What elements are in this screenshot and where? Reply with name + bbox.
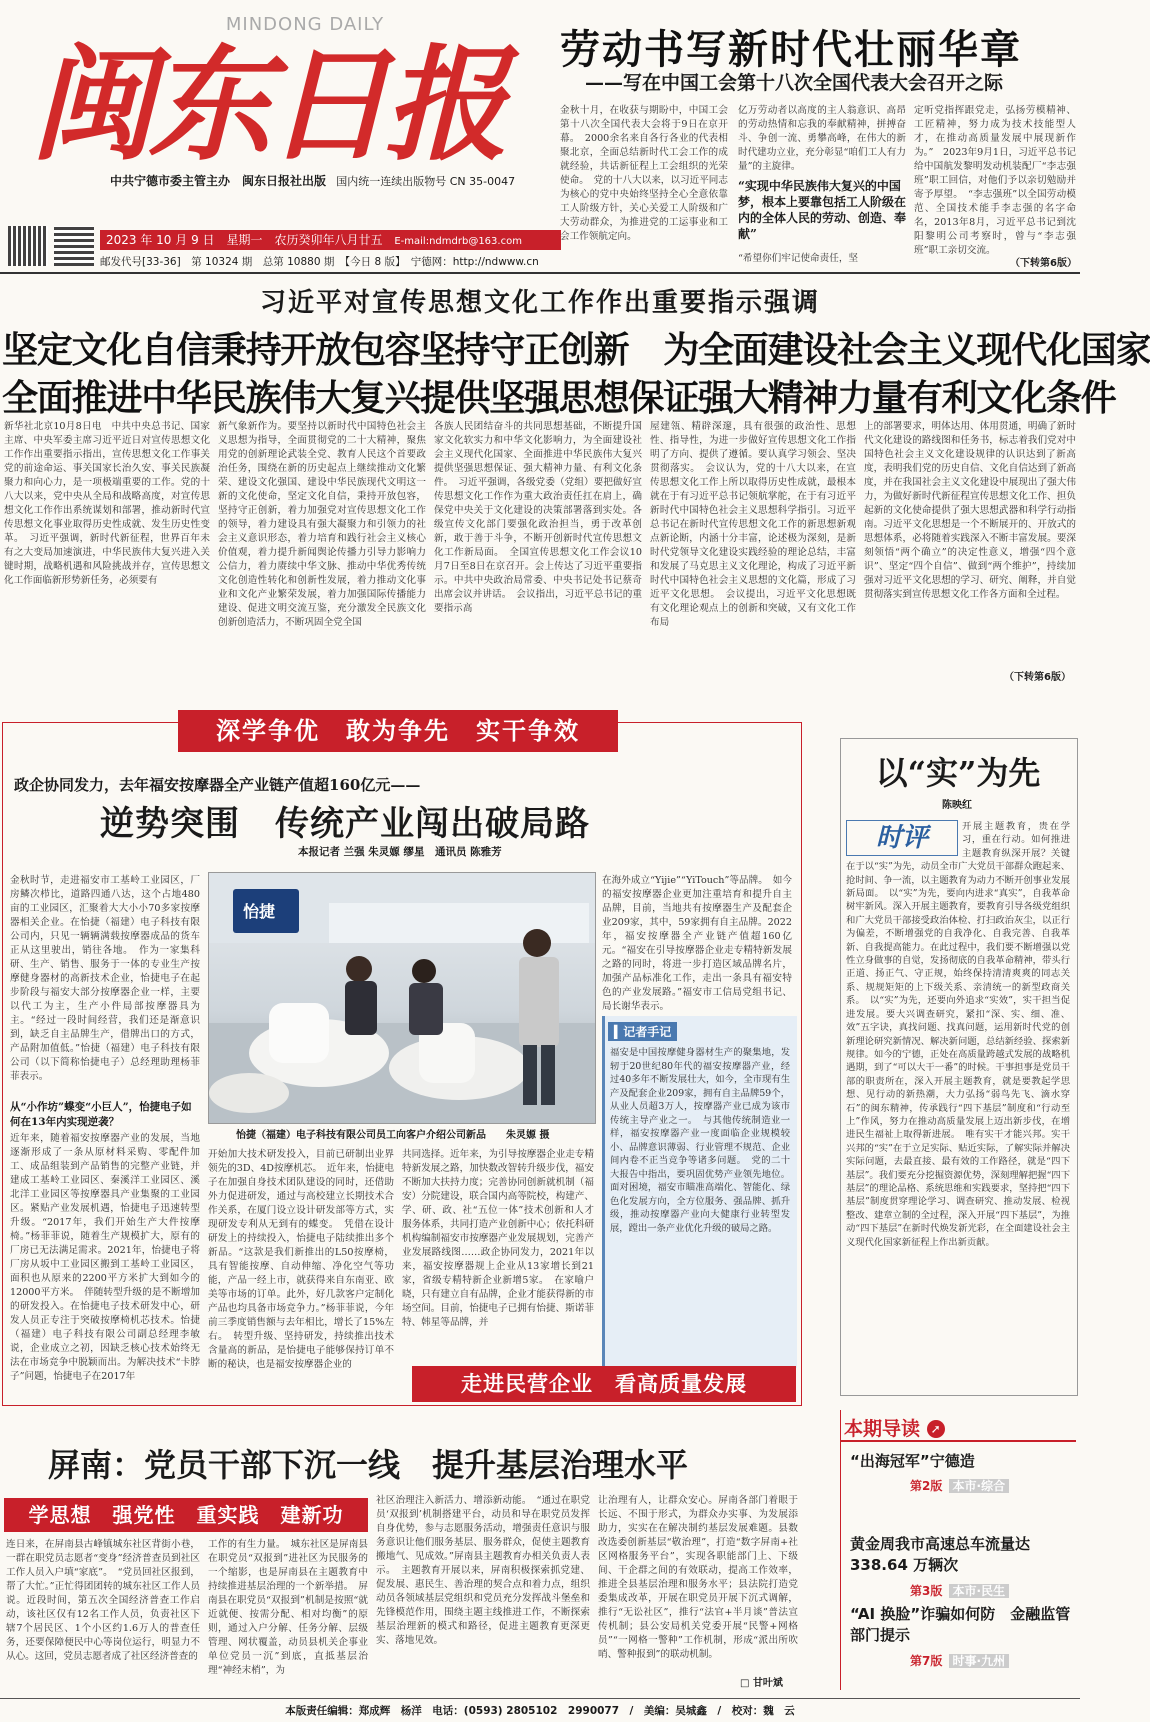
note-icon: ▍ (614, 1025, 624, 1039)
guide-item-page: 第2版 本市·综合 (850, 1477, 1074, 1494)
lead-headline-2: 全面推进中华民族伟大复兴提供坚强思想保证强大精神力量有利文化条件 (2, 377, 1116, 419)
top-story-col3: 定听党指挥跟党走，弘扬劳模精神、工匠精神，努力成为技术技能型人才，在推动高质量发展中展现新作为。” 2023年9月1日，习近平总书记给中国航发黎明发动机装配厂“李志强班”职工回信，对他们予以亲切勉励并寄予厚望。 “李志强班”以全国劳动模范、全国技术能手李志强的名字命名，2013年8月，习近平总书记到沈阳黎明公司考察时，曾与“李志强班”职工亲切交流。 (914, 105, 1076, 256)
pingnan-author: □ 甘叶斌 (740, 1678, 783, 1689)
feature-headline: 逆势突围 传统产业闯出破局路 (100, 804, 590, 844)
feature-col4: 在海外成立“Yijie”“YiTouch”等品牌。 如今的福安按摩器企业更加注重培育和提升自主品牌，目前，当地共有按摩器生产及配套企业209家，其中，59家拥有自主品牌。2022年，福安按摩器全产业链产值超160亿元。“福安在引导按摩器企业走专精特新发展之路的同时，将进一步打造区域品牌名片，加强产品标准化工作，走出一条具有福安特色的产业发展路。”福安市工信局党组书记、局长谢华表示。 (602, 875, 792, 1012)
sponsor-text: 中共宁德市委主管主办 闽东日报社出版 (110, 174, 327, 188)
guide-title: 本期导读 ➚ (844, 1414, 945, 1441)
commentary-title: 以“实”为先 (875, 754, 1041, 792)
guide-item-page: 第3版 本市·民生 (850, 1582, 1074, 1599)
cn-number: 国内统一连续出版物号 CN 35-0047 (336, 175, 516, 188)
feature-bottom-banner: 走进民营企业 看高质量发展 (412, 1366, 796, 1402)
english-name: MINDONG DAILY (225, 14, 385, 35)
top-story-col1: 金秋十月，在收获与期盼中，中国工会第十八次全国代表大会将于9日在京开幕。 2000余名来自各行各业的代表相聚北京，全面总结新时代工会工作的成就经验，共话新征程上工会组织的光荣使命。 党的十八大以来，以习近平同志为核心的党中央始终坚持全心全意依靠工人阶级方针，关心关爱工人阶级和广大劳动群众，为推进党的工运事业和工会工作领航定向。 (560, 105, 728, 242)
feature-col3: 共同选择。近年来，为引导按摩器企业走专精特新发展之路，加快数改智转升级步伐，福安不断加大扶持力度；完善协同创新就机制（福安）分院建设，联合国内高等院校，构建产、学、研、政、社“五位一体”技术创新和人才服务体系，共同打造产业创新中心；依托科研机构编制福安市按摩器产业发展规划，完善产业发展路线图……政企协同发力，2021年以来，福安按摩器规上企业从13家增长到21家，省级专精特新企业新增5家。 在家喻户晓，只有建立自有品牌，企业才能获得新的市场空间。目前，怡捷电子已拥有怡捷、斯诺菲特、韩星等品牌，并 (402, 1149, 594, 1328)
guide-item-title: “AI 换脸”诈骗如何防 金融监管部门提示 (850, 1605, 1071, 1644)
lead-col-2: 新气象新作为。要坚持以新时代中国特色社会主义思想为指导，全面贯彻党的二十大精神，聚焦用党的创新理论武装全党、教育人民这个首要政治任务，围绕在新的历史起点上继续推动文化繁荣、建设文化强国、建设中华民族现代文明这一新的文化使命，坚定文化自信，秉持开放包容，坚持守正创新，着力加强党对宣传思想文化工作的领导，着力建设具有强大凝聚力和引领力的社会主义意识形态，着力培育和践行社会主义核心价值观，着力提升新闻舆论传播力引导力影响力公信力，着力赓续中华文脉、推动中华优秀传统文化创造性转化和创新性发展，着力推动文化事业和文化产业繁荣发展，着力加强国际传播能力建设、促进文明交流互鉴，充分激发全民族文化创新创造活力，不断巩固全党全国 (218, 421, 426, 628)
lead-col-1: 新华社北京10月8日电 中共中央总书记、国家主席、中央军委主席习近平近日对宣传思想文化工作作出重要指示指出，宣传思想文化工作事关党的前途命运、事关国家长治久安、事关民族凝聚力和向心力，是一项极端重要的工作。党的十八大以来，党中央从全局和战略高度，对宣传思想文化工作作出系统谋划和部署，推动新时代宣传思想文化事业取得历史性成就、发生历史性变革。 习近平强调，新时代新征程，世界百年未有之大变局加速演进，中华民族伟大复兴进入关键时期，战略机遇和风险挑战并存，宣传思想文化工作面临新形势新任务，必须要有 (4, 421, 210, 586)
pingnan-banner: 学思想 强党性 重实践 建新功 (4, 1498, 368, 1532)
top-story-title: 劳动书写新时代壮丽华章 (560, 26, 1022, 73)
issue-date: 2023 年 10 月 9 日 星期一 农历癸卯年八月廿五 (106, 233, 383, 247)
top-story-col2: 亿万劳动者以高度的主人翁意识、高昂的劳动热情和忘我的奉献精神，拼搏奋斗、争创一流、勇攀高峰，在伟大的新时代建功立业，充分彰显“咱们工人有力量”的主旋律。 (738, 105, 906, 172)
email[interactable]: E-mail:ndmdrb@163.com (394, 236, 522, 247)
pingnan-col2: 工作的有生力量。 城东社区是屏南县在职党员“双报到”进社区为民服务的一个缩影，也是屏南县在主题教育中持续推进基层治理的一个新举措。 屏南县在职党员“双报到”机制是按照“就近就便、按需分配、相对均衡”的原则，通过入户分解、任务分解、层级管理、网状覆盖，动员县机关企事业单位党员一沉”到底，直抵基层治理“神经末梢”，为 (208, 1539, 368, 1676)
logo-graphic (30, 28, 510, 178)
guide-item-1[interactable] (850, 1450, 1074, 1494)
photo-sign-text: 怡捷 (243, 902, 276, 921)
showroom-illustration (209, 873, 595, 1123)
qr-code-left (8, 226, 48, 266)
lead-col-5: 上的部署要求，明体达用、体用贯通，明确了新时代文化建设的路线图和任务书，标志着我们党对中国特色社会主义文化建设规律的认识达到了新高度，表明我们党的历史自信、文化自信达到了新高度，并在我国社会主义文化建设中展现出了强大伟力，为做好新时代新征程宣传思想文化工作、担负起新的文化使命提供了强大思想武器和科学行动指南。习近平文化思想是一个不断展开的、开放式的思想体系，必将随着实践深入不断丰富发展。要深刻领悟“两个确立”的决定性意义，增强“四个意识”、坚定“四个自信”、做到“两个维护”，持续加强对习近平文化思想的学习、研究、阐释，并自觉贯彻落实到宣传思想文化工作各方面和全过程。 (864, 421, 1076, 600)
qr-code-right (54, 226, 94, 266)
guide-item-3[interactable] (850, 1604, 1074, 1669)
pingnan-col4: 让治理有人，让群众安心。屏南各部门着眼于长远、不围于形式，为群众办实事、为发展添助力，实实在在解决制约基层发展难题。县数改选委创新基层“敬治理”，打造“数字屏南+社区网格服务平台”，实现各职能部门上、下级间、干企群之间的有效联动，提高工作效率，推进全县基层治理和服务水平；县法院打造党委集成改革，开展在职党员开展下沉式调解，推行“无讼社区”，推行“法官+半月谈”普法宣传机制；县公安局机关党委开展“民警+网格员”“一网格一警种”工作机制，形成“派出所吹哨、警种报到”的联动机制。 (598, 1495, 798, 1660)
feature-banner: 深学争优 敢为争先 实干争效 (178, 710, 618, 752)
pingnan-col3: 社区治理注入新活力、增添新动能。 “通过在职党员‘双报到’机制搭建平台，动员和导在职党员发挥自身优势，参与志愿服务活动，增强责任意识与服务意识让他们服务基层、服务群众，促使主题教育搬地气、见成效。”屏南县主题教育办相关负责人表示。 主题教育开展以来，屏南积极探索抓党建、促发展、惠民生、善治理的契合点和着力点，组织动员各领域基层党组织和党员充分发挥战斗堡垒和先锋模范作用，围绕主题主线推进工作，不断探索基层治理新的模式和路径，促进主题教育更深更实、落地见效。 (376, 1495, 590, 1646)
guide-arrow-icon: ➚ (927, 1420, 945, 1438)
guide-item-page: 第7版 时事·九州 (850, 1652, 1074, 1669)
feature-col1-a: 金秋时节，走进福安市工基岭工业园区，厂房鳞次栉比，道路四通八达，这个占地480亩的工业园区，汇聚着大大小小70多家按摩器相关企业。在怡捷（福建）电子科技有限公司内，只见一辆辆满载按摩器成品的货车正从这里驶出，销往各地。 作为一家集科研、生产、销售、服务于一体的专业生产按摩健身器材的高新技术企业，怡捷电子在起步阶段与福安大部分按摩器企业一样，主要以代工为主，生产小件局部按摩器具为主。“经过一段时间经营，我们还是渐意识到，缺乏自主品牌生产，借牌出口的方式，产品附加值低。”怡捷（福建）电子科技有限公司（以下简称怡捷电子）总经理助理杨菲菲表示。 (10, 875, 200, 1082)
top-story-subtitle: ——写在中国工会第十八次全国代表大会召开之际 (585, 72, 1004, 94)
postal-line: 邮发代号[33-36] 第 10324 期 总第 10880 期 【今日 8 版】 宁德网：http://ndwww.cn (100, 256, 539, 268)
feature-col2: 开始加大技术研发投入，目前已研制出业界领先的3D、4D按摩机芯。 近年来，怡捷电子在加强自身技术团队建设的同时，还借助外力促进研发，通过与高校建立长期技术合作关系，在厦门设立设计研发部等方式，实现研发专利从无到有的蝶变。 凭借在设计研发上的持续投入，怡捷电子陆续推出多个新品。“这款是我们新推出的L50按摩椅，具有智能按摩、自动伸缩、净化空气等功能，产品一经上市，就获得来自东南亚、欧美等市场的订单。此外，好几款客户定制化产品也均具备市场竞争力。”杨菲菲说，今年前三季度销售额与去年相比，增长了15%左右。 转型升级、坚持研发，持续推出技术含量高的新品，是怡捷电子能够保持订单不断的秘诀，也是福安按摩器企业的 (208, 1149, 394, 1370)
reporter-note-label: ▍记者手记 (608, 1022, 677, 1041)
commentary-author: 陈映红 (942, 800, 972, 811)
top-story-col2-end: “希望你们牢记使命责任，坚 (738, 253, 859, 264)
lead-kicker: 习近平对宣传思想文化工作作出重要指示强调 (259, 288, 820, 318)
lead-col-3: 各族人民团结奋斗的共同思想基础，不断提升国家文化软实力和中华文化影响力，为全面建设社会主义现代化国家、全面推进中华民族伟大复兴提供坚强思想保证、强大精神力量、有利文化条件。 习近平强调，各级党委（党组）要把做好宣传思想文化工作作为重大政治责任扛在肩上，确保党中央关于文化建设的决策部署落到实处。各级宣传文化部门要强化政治担当，勇于改革创新，敢于善于斗争，不断开创新时代宣传思想文化工作新局面。 全国宣传思想文化工作会议10月7日至8日在京召开。会上传达了习近平重要指示。中共中央政治局常委、中央书记处书记蔡奇出席会议并讲话。 会议指出，习近平总书记的重要指示高 (434, 421, 642, 614)
logo-text: 闽东日报 (30, 33, 503, 178)
masthead-logo (30, 28, 510, 178)
top-story-continued: （下转第6版） (1010, 258, 1077, 269)
lead-headline-1: 坚定文化自信秉持开放包容坚持守正创新 为全面建设社会主义现代化国家 (2, 329, 1150, 371)
guide-item-2[interactable] (850, 1534, 1074, 1599)
feature-kicker: 政企协同发力，去年福安按摩器全产业链产值超160亿元—— (14, 776, 421, 794)
feature-col1-b: 近年来，随着福安按摩器产业的发展，当地逐渐形成了一条从原材料采购、零配件加工、成品组装到产品销售的完整产业链，并建成工基岭工业园区、秦溪洋工业园区、溪北洋工业园区等按摩器具产业集聚的工业园区。紧贴产业发展机遇，怡捷电子迅速转型升级。“2017年，我们开始生产大件按摩椅。”杨菲菲说，随着生产规模扩大，原有的厂房已无法满足需求。2021年，怡捷电子将厂房从坂中工业园区搬到工基岭工业园区，面积也从原来的2200平方米扩大到如今的12000平方米。 伴随转型升级的是不断增加的研发投入。在怡捷电子技术研发中心，研发人员正专注于突破按摩椅机芯技术。怡捷（福建）电子科技有限公司副总经理李敏说，企业成立之初，因缺乏核心技术始终无法在市场竞争中脱颖而出。为解决技术“卡脖子”问题，怡捷电子在2017年 (10, 1133, 200, 1382)
divider-masthead (0, 272, 1080, 274)
pingnan-headline: 屏南：党员干部下沉一线 提升基层治理水平 (48, 1446, 689, 1484)
footer-editors: 本版责任编辑：郑成辉 杨洋 电话：(0593) 2805102 2990077 / 美编：吴城鑫 / 校对：魏 云 (285, 1705, 795, 1717)
commentary-text: 开展主题教育，贵在学习，重在行动。如何推进主题教育纵深开展？关键在于以“实”为先，动员全市广大党员干部群众跑起来、抢时间、争一流，以主题教育为动力不断开创事业发展新局面。 以“实”为先，要向内进求“真实”，自我革命树牢新风。深入开展主题教育，要教育引导各级党组织和广大党员干部接受政治体检、打扫政治灰尘，以正行为偏差，不断增强党的自我净化、自我完善、自我革新、自我提高能力。在此过程中，我们要不断增强以党性立身做事的自觉，发扬彻底的自我革命精神，带头行正道、扬正气、守正规，始终保持清清爽爽的同志关系、规规矩矩的上下级关系、亲清统一的新型政商关系。 以“实”为先，还要向外追求“实效”，实干担当促进发展。要大兴调查研究，紧扣“深、实、细、准、效”五字诀，真找问题、找真问题，运用新时代党的创新理论研究新情况、解决新问题，总结新经验、探索新规律。如今的宁德，正处在高质量跨越式发展的战略机遇期，到了“可以大干一番”的时候。干事担事是党员干部的职责所在，深入开展主题教育，就是要教起学思想、见行动的新热潮，大力弘扬“弱鸟先飞、滴水穿石”的闽东精神，传承践行“四下基层”制度和“行动至上”作风，努力在推动高质量发展上迈出新步伐，在增进民生福祉上取得新进展。 唯有实干才能兴邦。实干兴邦的“实”在于立足实际、贴近实际，了解实际并解决实际问题，去最直接、最有效的工作路径，就是“四下基层”。我们要充分挖掘资源优势，深刻理解把握“四下基层”的理论品格、系统思维和实践要求，坚持把“四下基层”制度贯穿理论学习、调查研究、推动发展、检视整改、建章立制的全过程，深入开展“四下基层”，为推动“四下基层”在新时代焕发新光彩，在全面建设社会主义现代化国家新征程上作出新贡献。 (846, 821, 1070, 1248)
photo-caption: 怡捷（福建）电子科技有限公司员工向客户介绍公司新品 朱灵嫄 摄 (236, 1130, 550, 1141)
feature-photo (208, 872, 596, 1124)
guide-title-rule (840, 1440, 1076, 1442)
reporter-note-text: 福安是中国按摩健身器材生产的聚集地，发轫于20世纪80年代的福安按摩器产业，经过40多年不断发展壮大，如今，全市现有生产及配套企业209家，拥有自主品牌59个，从业人员超3万人，按摩器产业已成为该市传统主导产业之一。 与其他传统制造业一样，福安按摩器产业一度面临企业规模较小、品牌意识薄弱、行业管理不规范、企业间内卷不正当竞争等诸多问题。 党的二十大报告中指出，要巩固优势产业领先地位。面对困境，福安市瞄准高端化、智能化、绿色化发展方向，全方位服务、强品牌、抓升级，推动按摩器产业向大健康行业转型发展，蹚出一条产业优化升级的破局之路。 (610, 1047, 790, 1234)
guide-item-title: “出海冠军”宁德造 (850, 1452, 975, 1470)
guide-item-title: 黄金周我市高速总车流量达 338.64 万辆次 (850, 1535, 1031, 1574)
footer-rule (0, 1698, 1080, 1699)
feature-byline: 本报记者 兰强 朱灵嫄 缪星 通讯员 陈雅芳 (298, 846, 502, 858)
date-bar (100, 230, 561, 250)
sponsor-line (110, 172, 550, 189)
feature-subhead: 从“小作坊”蝶变“小巨人”，怡捷电子如何在13年内实现逆袭？ (10, 1101, 192, 1128)
column-logo-text: 时评 (875, 823, 928, 853)
lead-continued: （下转第6版） (1004, 672, 1071, 683)
top-story-quote: “实现中华民族伟大复兴的中国梦，根本上要靠包括工人阶级在内的全体人民的劳动、创造、奉献” (738, 179, 907, 241)
lead-col-4: 屋建瓴、精辟深邃，具有很强的政治性、思想性、指导性，为进一步做好宣传思想文化工作指明了方向、提供了遵循。要认真学习领会、坚决贯彻落实。 会议认为，党的十八大以来，在宣传思想文化工作上所以取得历史性成就，最根本就在于有习近平总书记领航掌舵，在于有习近平新时代中国特色社会主义思想科学指引。习近平总书记在新时代宣传思想文化工作的新思想新观点新论断，内涵十分丰富，论述极为深刻，是新时代党领导文化建设实践经验的理论总结，丰富和发展了马克思主义文化理论，构成了习近平新时代中国特色社会主义思想的文化篇，形成了习近平文化思想。 会议提出，习近平文化思想既有文化理论观点上的创新和突破，又有文化工作布局 (650, 421, 856, 628)
pingnan-col1: 连日来，在屏南县古峰镇城东社区背街小巷，一群在职党员志愿者“变身”经济普查员到社区工作人员入户填“家底”。 “党员回社区报到，帮了大忙。”正忙得团团转的城东社区工作人员说。近段时间，第五次全国经济普查工作启动，该社区仅有12名工作人员，负责社区下辖7个居民区、1个小区约1.6万人的普查任务，还要保障便民中心等岗位运行，明显力不从心。这回，党员志愿者成了社区经济普查的 (6, 1539, 200, 1662)
logo-float-spacer (846, 820, 962, 860)
